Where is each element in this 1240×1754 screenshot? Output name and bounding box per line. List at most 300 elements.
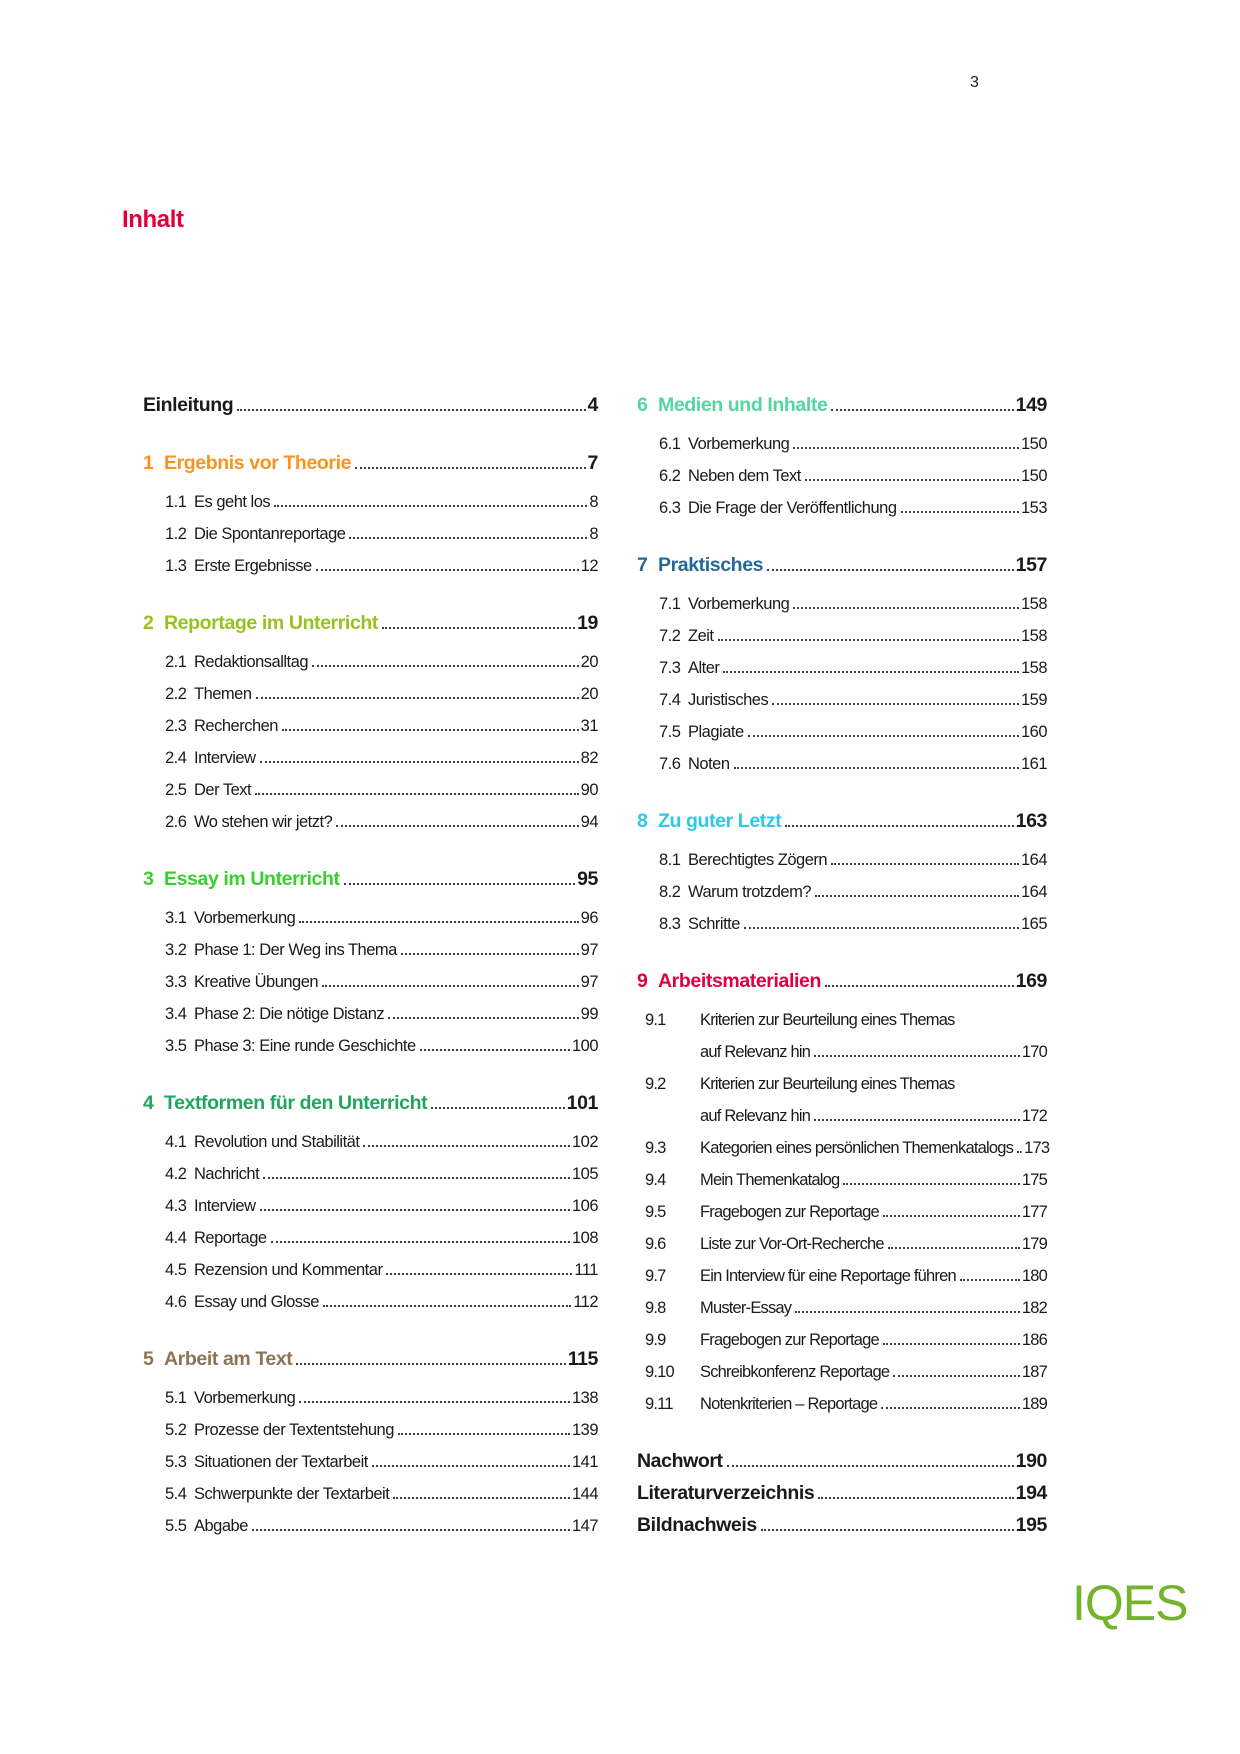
- entry-label: Es geht los: [194, 492, 271, 511]
- entry-number: 6.2: [659, 466, 681, 485]
- entry-label: Reportage: [194, 1228, 267, 1247]
- toc-entry: [637, 1189, 1047, 1221]
- entry-number: 4.4: [165, 1228, 187, 1247]
- dotted-leader: [344, 883, 576, 885]
- dotted-leader: [398, 1433, 570, 1435]
- entry-page-number: 173: [1024, 1138, 1050, 1157]
- section-title: Textformen für den Unterricht: [164, 1091, 428, 1114]
- entry-page-number: 111: [574, 1260, 598, 1279]
- dotted-leader: [388, 1017, 579, 1019]
- entry-label: Plagiate: [688, 722, 744, 741]
- dotted-leader: [818, 1497, 1013, 1499]
- entry-page-number: 153: [1020, 498, 1047, 517]
- entry-label: Kreative Übungen: [194, 972, 319, 991]
- entry-number: 2.2: [165, 684, 187, 703]
- entry-page-number: 172: [1021, 1106, 1047, 1125]
- entry-label: Vorbemerkung: [194, 908, 296, 927]
- toc-entry: [143, 511, 598, 543]
- section-number: 2: [143, 611, 154, 634]
- entry-number: 2.1: [165, 652, 187, 671]
- entry-number: 3.4: [165, 1004, 187, 1023]
- dotted-leader: [883, 1343, 1020, 1345]
- dotted-leader: [814, 1119, 1020, 1121]
- section-page-number: 157: [1015, 553, 1047, 576]
- dotted-leader: [793, 607, 1019, 609]
- entry-label: Recherchen: [194, 716, 278, 735]
- entry-label: Themen: [194, 684, 252, 703]
- toc-entry: [637, 581, 1047, 613]
- section-title: Arbeitsmaterialien: [658, 969, 821, 992]
- entry-page-number: 102: [571, 1132, 598, 1151]
- dotted-leader: [723, 671, 1019, 673]
- entry-page-number: 170: [1021, 1042, 1047, 1061]
- dotted-leader: [767, 569, 1014, 571]
- entry-label: Vorbemerkung: [194, 1388, 296, 1407]
- entry-page-number: 147: [571, 1516, 598, 1535]
- section-page-number: 163: [1015, 809, 1047, 832]
- section-title: Reportage im Unterricht: [164, 611, 379, 634]
- entry-label: Vorbemerkung: [688, 434, 790, 453]
- dotted-leader: [825, 985, 1014, 987]
- toc-section: [143, 601, 598, 831]
- entry-number: 3.1: [165, 908, 187, 927]
- footer-page-number: 190: [1015, 1449, 1047, 1472]
- dotted-leader: [323, 1305, 571, 1307]
- entry-label: Alter: [688, 658, 720, 677]
- toc-column-left: [143, 383, 598, 1535]
- entry-number: 8.2: [659, 882, 681, 901]
- toc-entry: [143, 1119, 598, 1151]
- entry-number: 5.3: [165, 1452, 187, 1471]
- entry-label: Schwerpunkte der Textarbeit: [194, 1484, 390, 1503]
- section-page-number: 115: [567, 1347, 598, 1370]
- entry-number: 8.1: [659, 850, 681, 869]
- entry-label: Die Frage der Veröffentlichung: [688, 498, 897, 517]
- dotted-leader: [263, 1177, 570, 1179]
- dotted-leader: [260, 761, 579, 763]
- entry-label: Vorbemerkung: [688, 594, 790, 613]
- toc-entry: [637, 709, 1047, 741]
- dotted-leader: [901, 511, 1019, 513]
- entry-number: 3.2: [165, 940, 187, 959]
- toc-section: [143, 441, 598, 575]
- entry-label: Erste Ergebnisse: [194, 556, 312, 575]
- entry-label: Mein Themenkatalog: [700, 1170, 840, 1189]
- toc-entry: [637, 1381, 1047, 1413]
- dotted-leader: [316, 569, 579, 571]
- dotted-leader: [237, 409, 585, 411]
- entry-page-number: 108: [571, 1228, 598, 1247]
- toc-entry: [143, 543, 598, 575]
- entry-label: Kriterien zur Beurteilung eines Themas: [700, 1074, 955, 1093]
- entry-label: Schritte: [688, 914, 740, 933]
- section-number: 3: [143, 867, 154, 890]
- entry-label: Kriterien zur Beurteilung eines Themas: [700, 1010, 955, 1029]
- section-page-number: 101: [566, 1091, 598, 1114]
- entry-page-number: 31: [580, 716, 598, 735]
- entry-label: Berechtigtes Zögern: [688, 850, 828, 869]
- dotted-leader: [881, 1407, 1020, 1409]
- dotted-leader: [831, 409, 1013, 411]
- page-title: Inhalt: [122, 206, 184, 233]
- entry-label: Nachricht: [194, 1164, 260, 1183]
- toc-entry: [143, 1279, 598, 1311]
- entry-number: 5.1: [165, 1388, 187, 1407]
- entry-label: Essay und Glosse: [194, 1292, 319, 1311]
- entry-page-number: 182: [1021, 1298, 1047, 1317]
- toc-entry: [143, 671, 598, 703]
- dotted-leader: [299, 1401, 570, 1403]
- entry-number: 1.2: [165, 524, 187, 543]
- entry-number: 5.2: [165, 1420, 187, 1439]
- dotted-leader: [349, 537, 587, 539]
- entry-label: auf Relevanz hin: [700, 1042, 811, 1061]
- section-title: Zu guter Letzt: [658, 809, 782, 832]
- entry-number: 1.1: [165, 492, 187, 511]
- section-page-number: 95: [577, 867, 598, 890]
- entry-page-number: 105: [571, 1164, 598, 1183]
- toc-section-heading: [143, 383, 598, 415]
- entry-page-number: 112: [573, 1292, 598, 1311]
- toc-entry: [143, 1023, 598, 1055]
- dotted-leader: [1017, 1151, 1022, 1153]
- footer-label: Nachwort: [637, 1449, 723, 1472]
- toc-section-heading: [637, 959, 1047, 991]
- section-number: 4: [143, 1091, 154, 1114]
- dotted-leader: [299, 921, 578, 923]
- entry-number: 9.9: [645, 1330, 666, 1349]
- entry-number: 2.3: [165, 716, 187, 735]
- entry-page-number: 94: [580, 812, 598, 831]
- entry-label: Interview: [194, 1196, 256, 1215]
- toc-entry: [143, 767, 598, 799]
- dotted-leader: [255, 793, 579, 795]
- toc-entry: [637, 997, 1047, 1029]
- entry-label: Liste zur Vor-Ort-Recherche: [700, 1234, 884, 1253]
- dotted-leader: [883, 1215, 1020, 1217]
- dotted-leader: [393, 1497, 570, 1499]
- toc-entry: [143, 1439, 598, 1471]
- footer-label: Literaturverzeichnis: [637, 1481, 815, 1504]
- toc-entry: [637, 1349, 1047, 1381]
- entry-label: Noten: [688, 754, 730, 773]
- entry-number: 5.4: [165, 1484, 187, 1503]
- entry-number: 7.1: [659, 594, 681, 613]
- entry-label: Prozesse der Textentstehung: [194, 1420, 394, 1439]
- dotted-leader: [386, 1273, 572, 1275]
- entry-number: 9.8: [645, 1298, 666, 1317]
- entry-number: 9.5: [645, 1202, 666, 1221]
- iqes-logo: IQES: [1072, 1575, 1188, 1631]
- entry-label: Juristisches: [688, 690, 769, 709]
- toc-entry: [637, 1253, 1047, 1285]
- section-page-number: 169: [1015, 969, 1047, 992]
- entry-label: Rezension und Kommentar: [194, 1260, 383, 1279]
- section-title: Medien und Inhalte: [658, 393, 828, 416]
- toc-section-heading: [143, 1081, 598, 1113]
- dotted-leader: [785, 825, 1013, 827]
- dotted-leader: [355, 467, 585, 469]
- dotted-leader: [831, 863, 1019, 865]
- toc-section-heading: [637, 543, 1047, 575]
- toc-column-right: [637, 383, 1050, 1536]
- entry-number: 9.4: [645, 1170, 666, 1189]
- toc-entry: [637, 837, 1047, 869]
- entry-page-number: 150: [1020, 466, 1047, 485]
- toc-section: [143, 1337, 598, 1535]
- entry-number: 9.10: [645, 1362, 674, 1381]
- section-number: 1: [143, 451, 154, 474]
- toc-section: [143, 857, 598, 1055]
- entry-number: 7.5: [659, 722, 681, 741]
- entry-label: Muster-Essay: [700, 1298, 792, 1317]
- entry-page-number: 82: [580, 748, 598, 767]
- section-page-number: 7: [587, 451, 598, 474]
- dotted-leader: [815, 895, 1019, 897]
- entry-page-number: 160: [1020, 722, 1047, 741]
- section-number: 9: [637, 969, 648, 992]
- toc-entry: [143, 959, 598, 991]
- entry-page-number: 12: [580, 556, 598, 575]
- toc-entry: [143, 1407, 598, 1439]
- entry-page-number: 177: [1021, 1202, 1047, 1221]
- entry-page-number: 180: [1021, 1266, 1047, 1285]
- entry-page-number: 159: [1020, 690, 1047, 709]
- dotted-leader: [793, 447, 1019, 449]
- entry-page-number: 161: [1020, 754, 1047, 773]
- entry-number: 4.6: [165, 1292, 187, 1311]
- toc-entry-continuation: [637, 1029, 1047, 1061]
- entry-page-number: 8: [589, 492, 598, 511]
- toc-entry: [143, 639, 598, 671]
- dotted-leader: [336, 825, 578, 827]
- toc-section-heading: [143, 857, 598, 889]
- dotted-leader: [805, 479, 1019, 481]
- toc-entry: [143, 1375, 598, 1407]
- dotted-leader: [296, 1363, 565, 1365]
- entry-number: 2.6: [165, 812, 187, 831]
- toc-entry: [637, 901, 1047, 933]
- entry-label: Schreibkonferenz Reportage: [700, 1362, 890, 1381]
- entry-number: 7.2: [659, 626, 681, 645]
- dotted-leader: [274, 505, 587, 507]
- entry-page-number: 150: [1020, 434, 1047, 453]
- toc-footer-entry: [637, 1503, 1047, 1535]
- toc-entry: [637, 453, 1047, 485]
- entry-page-number: 164: [1020, 882, 1047, 901]
- entry-page-number: 158: [1020, 658, 1047, 677]
- dotted-leader: [256, 697, 579, 699]
- section-number: 8: [637, 809, 648, 832]
- entry-page-number: 90: [580, 780, 598, 799]
- toc-entry: [637, 1221, 1047, 1253]
- entry-number: 5.5: [165, 1516, 187, 1535]
- section-page-number: 19: [577, 611, 598, 634]
- dotted-leader: [843, 1183, 1019, 1185]
- entry-number: 4.2: [165, 1164, 187, 1183]
- toc-section: [637, 383, 1047, 517]
- footer-label: Bildnachweis: [637, 1513, 757, 1536]
- entry-number: 9.7: [645, 1266, 666, 1285]
- entry-number: 2.4: [165, 748, 187, 767]
- toc-entry: [637, 1061, 1047, 1093]
- dotted-leader: [372, 1465, 570, 1467]
- toc-entry: [143, 1151, 598, 1183]
- dotted-leader: [960, 1279, 1020, 1281]
- section-title: Essay im Unterricht: [164, 867, 340, 890]
- toc-entry: [637, 1125, 1050, 1157]
- entry-label: Situationen der Textarbeit: [194, 1452, 368, 1471]
- section-title: Einleitung: [143, 393, 234, 416]
- entry-number: 7.4: [659, 690, 681, 709]
- dotted-leader: [761, 1529, 1014, 1531]
- dotted-leader: [382, 627, 575, 629]
- toc-footer-section: [637, 1439, 1047, 1535]
- entry-number: 9.6: [645, 1234, 666, 1253]
- entry-label: Notenkriterien – Reportage: [700, 1394, 878, 1413]
- entry-number: 9.3: [645, 1138, 666, 1157]
- entry-page-number: 158: [1020, 626, 1047, 645]
- toc-entry: [143, 1215, 598, 1247]
- entry-label: Neben dem Text: [688, 466, 801, 485]
- toc-entry: [143, 1247, 598, 1279]
- entry-label: Redaktionsalltag: [194, 652, 308, 671]
- entry-page-number: 106: [571, 1196, 598, 1215]
- entry-label: Phase 3: Eine runde Geschichte: [194, 1036, 416, 1055]
- toc-entry: [637, 421, 1047, 453]
- entry-page-number: 97: [580, 940, 598, 959]
- toc-entry: [637, 1285, 1047, 1317]
- entry-number: 9.2: [645, 1074, 666, 1093]
- entry-page-number: 97: [580, 972, 598, 991]
- entry-label: Die Spontanreportage: [194, 524, 346, 543]
- entry-number: 9.1: [645, 1010, 666, 1029]
- entry-number: 6.1: [659, 434, 681, 453]
- toc-section-heading: [143, 441, 598, 473]
- section-number: 5: [143, 1347, 154, 1370]
- toc-entry: [637, 741, 1047, 773]
- footer-page-number: 195: [1015, 1513, 1047, 1536]
- section-title: Praktisches: [658, 553, 764, 576]
- entry-page-number: 189: [1021, 1394, 1047, 1413]
- entry-label: Abgabe: [194, 1516, 248, 1535]
- entry-number: 6.3: [659, 498, 681, 517]
- entry-label: Revolution und Stabilität: [194, 1132, 360, 1151]
- entry-page-number: 99: [580, 1004, 598, 1023]
- toc-section: [143, 383, 598, 415]
- entry-number: 1.3: [165, 556, 187, 575]
- entry-label: Phase 1: Der Weg ins Thema: [194, 940, 397, 959]
- entry-page-number: 144: [571, 1484, 598, 1503]
- entry-page-number: 175: [1021, 1170, 1047, 1189]
- section-title: Ergebnis vor Theorie: [164, 451, 352, 474]
- toc-entry: [637, 869, 1047, 901]
- entry-page-number: 20: [580, 684, 598, 703]
- dotted-leader: [718, 639, 1019, 641]
- toc-entry: [143, 895, 598, 927]
- toc-entry: [143, 991, 598, 1023]
- footer-page-number: 194: [1015, 1481, 1047, 1504]
- section-title: Arbeit am Text: [164, 1347, 293, 1370]
- entry-label: Phase 2: Die nötige Distanz: [194, 1004, 385, 1023]
- entry-page-number: 139: [571, 1420, 598, 1439]
- toc-footer-entry: [637, 1439, 1047, 1471]
- toc-entry: [143, 735, 598, 767]
- entry-page-number: 8: [589, 524, 598, 543]
- dotted-leader: [363, 1145, 570, 1147]
- entry-page-number: 187: [1021, 1362, 1047, 1381]
- entry-label: Wo stehen wir jetzt?: [194, 812, 333, 831]
- toc-entry: [637, 677, 1047, 709]
- entry-page-number: 141: [571, 1452, 598, 1471]
- entry-label: Der Text: [194, 780, 252, 799]
- dotted-leader: [431, 1107, 564, 1109]
- entry-number: 9.11: [645, 1394, 673, 1413]
- toc-section: [637, 799, 1047, 933]
- entry-number: 4.3: [165, 1196, 187, 1215]
- toc-entry: [143, 1471, 598, 1503]
- dotted-leader: [888, 1247, 1020, 1249]
- toc-section-heading: [637, 383, 1047, 415]
- dotted-leader: [744, 927, 1019, 929]
- dotted-leader: [420, 1049, 570, 1051]
- toc-section-heading: [637, 799, 1047, 831]
- entry-page-number: 96: [580, 908, 598, 927]
- entry-label: auf Relevanz hin: [700, 1106, 811, 1125]
- toc-section: [637, 959, 1050, 1413]
- toc-entry: [143, 1503, 598, 1535]
- dotted-leader: [727, 1465, 1014, 1467]
- entry-label: Fragebogen zur Reportage: [700, 1202, 879, 1221]
- section-page-number: 149: [1015, 393, 1047, 416]
- dotted-leader: [312, 665, 579, 667]
- toc-section: [637, 543, 1047, 773]
- toc-entry: [637, 613, 1047, 645]
- entry-label: Ein Interview für eine Reportage führen: [700, 1266, 956, 1285]
- dotted-leader: [734, 767, 1019, 769]
- toc-entry: [143, 703, 598, 735]
- toc-entry: [143, 799, 598, 831]
- dotted-leader: [260, 1209, 570, 1211]
- entry-number: 3.3: [165, 972, 187, 991]
- entry-page-number: 100: [571, 1036, 598, 1055]
- entry-number: 7.3: [659, 658, 681, 677]
- entry-page-number: 138: [571, 1388, 598, 1407]
- dotted-leader: [814, 1055, 1020, 1057]
- dotted-leader: [893, 1375, 1020, 1377]
- entry-label: Warum trotzdem?: [688, 882, 812, 901]
- toc-entry: [637, 1157, 1047, 1189]
- entry-page-number: 179: [1021, 1234, 1047, 1253]
- toc-section-heading: [143, 1337, 598, 1369]
- dotted-leader: [401, 953, 579, 955]
- dotted-leader: [772, 703, 1019, 705]
- entry-label: Kategorien eines persönlichen Themenkatalogs: [700, 1138, 1014, 1157]
- section-number: 7: [637, 553, 648, 576]
- entry-page-number: 20: [580, 652, 598, 671]
- entry-number: 7.6: [659, 754, 681, 773]
- toc-entry: [143, 1183, 598, 1215]
- toc-entry-continuation: [637, 1093, 1047, 1125]
- dotted-leader: [252, 1529, 570, 1531]
- entry-page-number: 164: [1020, 850, 1047, 869]
- toc-entry: [143, 927, 598, 959]
- section-number: 6: [637, 393, 648, 416]
- toc-entry: [143, 479, 598, 511]
- toc-footer-entry: [637, 1471, 1047, 1503]
- dotted-leader: [282, 729, 579, 731]
- entry-page-number: 158: [1020, 594, 1047, 613]
